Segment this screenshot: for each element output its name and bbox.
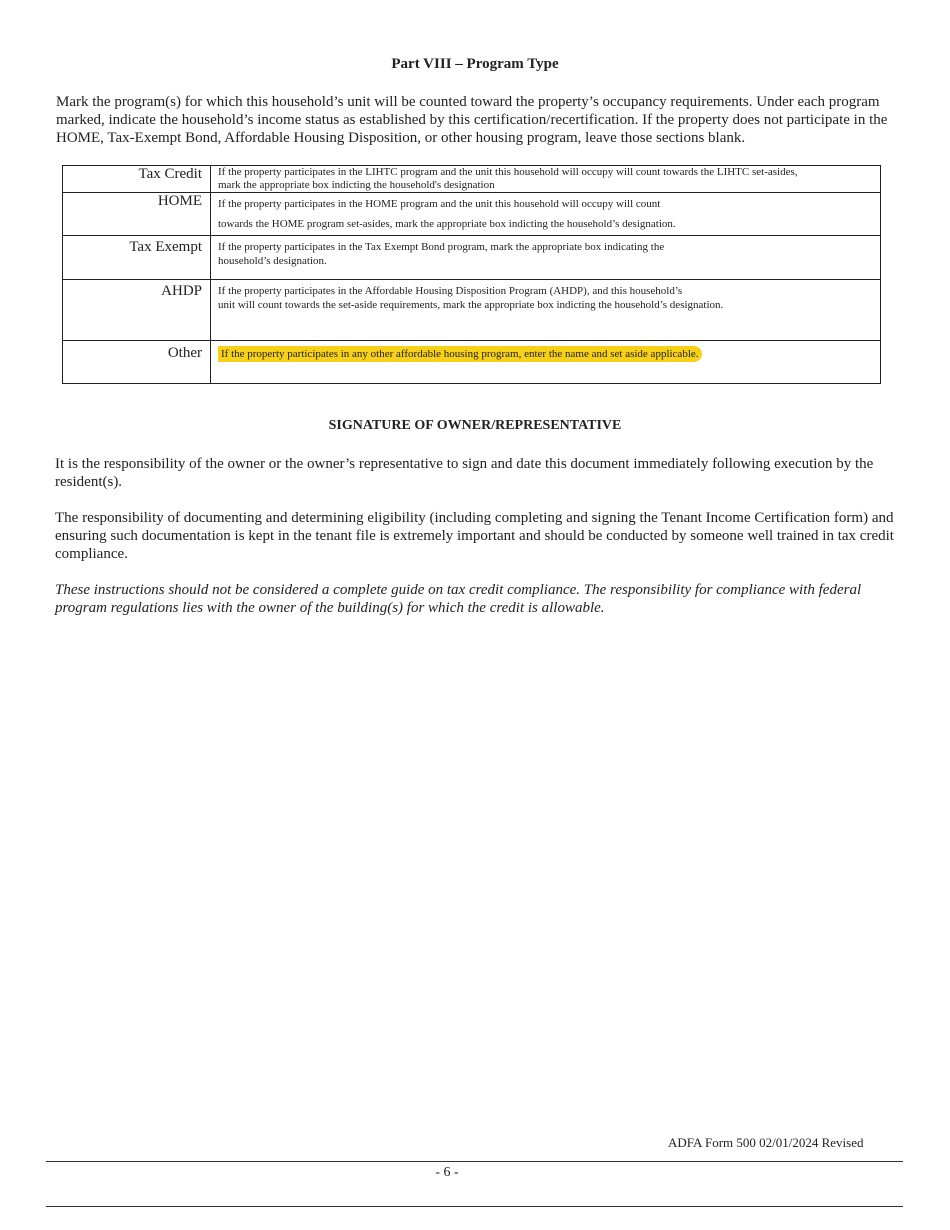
program-row-other: [63, 341, 881, 384]
description-line: mark the appropriate box indicting the household's designation: [218, 179, 495, 191]
description-line: If the property participates in the Affordable Housing Disposition Program (AHDP), and this household’s: [218, 285, 683, 297]
program-row-home: [63, 193, 881, 236]
description-line: If the property participates in the HOME program and the unit this household will occupy will count: [218, 198, 661, 210]
description-line: household’s designation.: [218, 255, 327, 267]
program-row-tax-credit: [63, 166, 881, 193]
footer-divider-top: [46, 1161, 903, 1162]
program-type-table: [62, 165, 881, 384]
description-line: towards the HOME program set-asides, mark the appropriate box indicting the household’s designation.: [218, 218, 676, 230]
program-description: [211, 341, 881, 384]
signature-paragraph-2: The responsibility of documenting and determining eligibility (including completing and signing the Tenant Income Certification form) and ensuring such documentation is kept in the tenant file is extremely important and should be conducted by someone well trained in tax credit compliance.: [55, 510, 894, 562]
signature-section-title: SIGNATURE OF OWNER/REPRESENTATIVE: [328, 418, 622, 433]
program-label: Other: [63, 341, 211, 384]
signature-paragraph-1: It is the responsibility of the owner or the owner’s representative to sign and date this document immediately following execution by the resident(s).: [55, 456, 874, 490]
footer-divider-bottom: [46, 1206, 903, 1207]
program-label: Tax Credit: [63, 166, 211, 193]
highlighted-description: If the property participates in any other affordable housing program, enter the name and set aside applicable.: [218, 346, 702, 362]
program-label: Tax Exempt: [63, 236, 211, 280]
compliance-note: These instructions should not be considered a complete guide on tax credit compliance. The responsibility for compliance with federal program regulations lies with the owner of the building(s) for which the credit is allowable.: [55, 582, 862, 616]
form-identifier: ADFA Form 500 02/01/2024 Revised: [668, 1135, 864, 1150]
program-description: [211, 236, 881, 280]
description-line: unit will count towards the set-aside requirements, mark the appropriate box indicting the household’s designation.: [218, 299, 724, 311]
description-line: If the property participates in the LIHTC program and the unit this household will occupy will count towards the LIHTC set-asides,: [218, 166, 798, 178]
intro-paragraph: Mark the program(s) for which this household’s unit will be counted toward the property’s occupancy requirements. Under each program marked, indicate the household’s income status as established by this certification/recertification. If the property does not participate in the HOME, Tax-Exempt Bond, Affordable Housing Disposition, or other housing program, leave those sections blank.: [56, 94, 888, 146]
program-row-tax-exempt: [63, 236, 881, 280]
program-row-ahdp: [63, 280, 881, 341]
program-description: [211, 166, 881, 193]
description-line: If the property participates in the Tax Exempt Bond program, mark the appropriate box indicating the: [218, 241, 665, 253]
program-description: [211, 280, 881, 341]
program-description: [211, 193, 881, 236]
program-label: HOME: [63, 193, 211, 236]
program-label: AHDP: [63, 280, 211, 341]
part-title: Part VIII – Program Type: [391, 56, 559, 72]
page-number: - 6 -: [435, 1165, 459, 1180]
